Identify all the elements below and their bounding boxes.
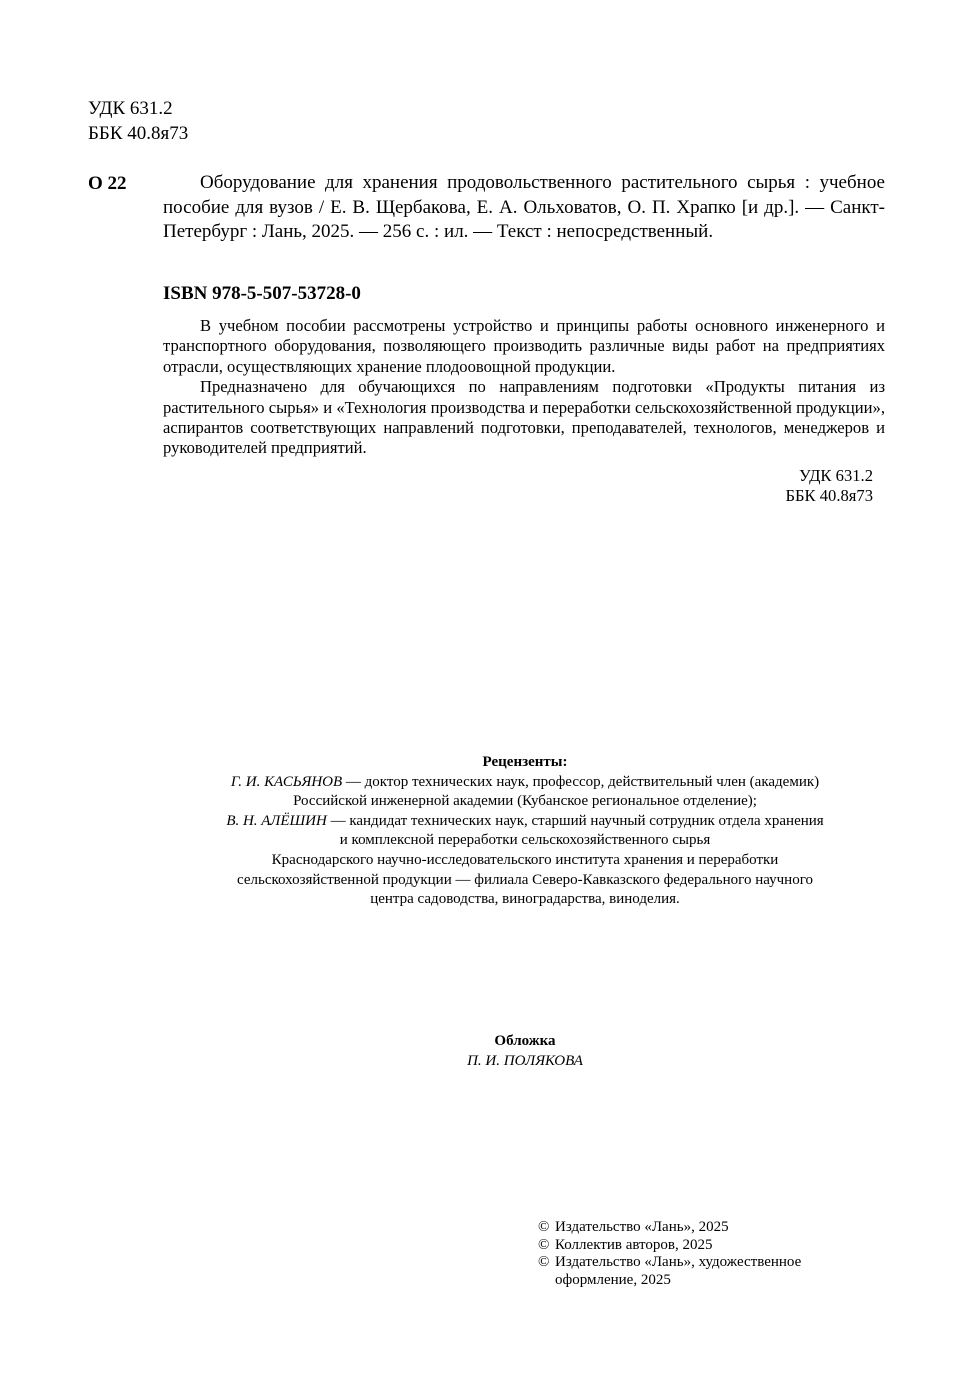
reviewer-line: Краснодарского научно-исследовательского института хранения и переработки bbox=[271, 851, 779, 868]
copyright-line: © Коллектив авторов, 2025 bbox=[538, 1236, 713, 1253]
reviewer-credentials: — доктор технических наук, профессор, действительный член (академик) bbox=[342, 773, 820, 790]
classification-codes-top bbox=[88, 96, 188, 146]
reviewer-line: и комплексной переработки сельскохозяйственного сырья bbox=[339, 832, 711, 849]
cover-heading: Обложка bbox=[494, 1033, 556, 1049]
reviewer-name: В. Н. АЛЁШИН bbox=[226, 812, 327, 829]
copyright-line: © Издательство «Лань», художественное bbox=[538, 1254, 802, 1271]
bibliographic-description: Оборудование для хранения продовольственного растительного сырья : учебное пособие для вузов / Е. В. Щербакова, Е. А. Ольховатов, О. П. Храпко [и др.]. — Санкт-Петербург : Лань, 2025. — 256 с. : ил. — Текст : непосредственный. bbox=[163, 172, 885, 242]
copyright-line: © Издательство «Лань», 2025 bbox=[538, 1219, 729, 1235]
reviewer-line bbox=[150, 773, 900, 793]
udc-code: УДК 631.2 bbox=[88, 98, 173, 119]
reviewer-line bbox=[150, 812, 900, 832]
author-mark: О 22 bbox=[88, 173, 127, 194]
annotation-paragraph: Предназначено для обучающихся по направлениям подготовки «Продукты питания из растительного сырья» и «Технология производства и переработки сельскохозяйственной продукции», аспирантов соответствующих направлений подготовки, преподавателей, технологов, менеджеров и руководителей предприятий. bbox=[163, 377, 885, 458]
annotation bbox=[163, 316, 885, 459]
udc-code: УДК 631.2 bbox=[799, 466, 873, 485]
copyright-line-continuation: оформление, 2025 bbox=[555, 1271, 671, 1288]
cover-credit bbox=[350, 1032, 700, 1071]
copyright-sign: © bbox=[538, 1236, 550, 1253]
copyright-sign: © bbox=[538, 1254, 550, 1271]
reviewers-block bbox=[150, 753, 900, 910]
reviewer-name: Г. И. КАСЬЯНОВ bbox=[230, 773, 343, 790]
bbk-code: ББК 40.8я73 bbox=[88, 123, 189, 144]
reviewer-line: центра садоводства, виноградарства, виноделия. bbox=[370, 891, 680, 908]
bbk-code: ББК 40.8я73 bbox=[785, 486, 873, 506]
reviewer-line: сельскохозяйственной продукции — филиала Северо-Кавказского федерального научного bbox=[237, 871, 813, 888]
classification-codes-bottom bbox=[700, 466, 873, 507]
cover-designer: П. И. ПОЛЯКОВА bbox=[467, 1052, 583, 1069]
copyright-sign: © bbox=[538, 1219, 550, 1235]
copyright-block bbox=[538, 1219, 801, 1289]
reviewers-heading: Рецензенты: bbox=[482, 754, 568, 770]
annotation-paragraph: В учебном пособии рассмотрены устройство и принципы работы основного инженерного и транспортного оборудования, позволяющего производить различные виды работ на предприятиях отрасли, осуществляющих хранение плодоовощной продукции. bbox=[163, 316, 885, 376]
isbn: ISBN 978-5-507-53728-0 bbox=[163, 283, 361, 304]
reviewer-line: Российской инженерной академии (Кубанское региональное отделение); bbox=[293, 793, 757, 810]
reviewer-credentials: — кандидат технических наук, старший научный сотрудник отдела хранения bbox=[326, 812, 824, 829]
